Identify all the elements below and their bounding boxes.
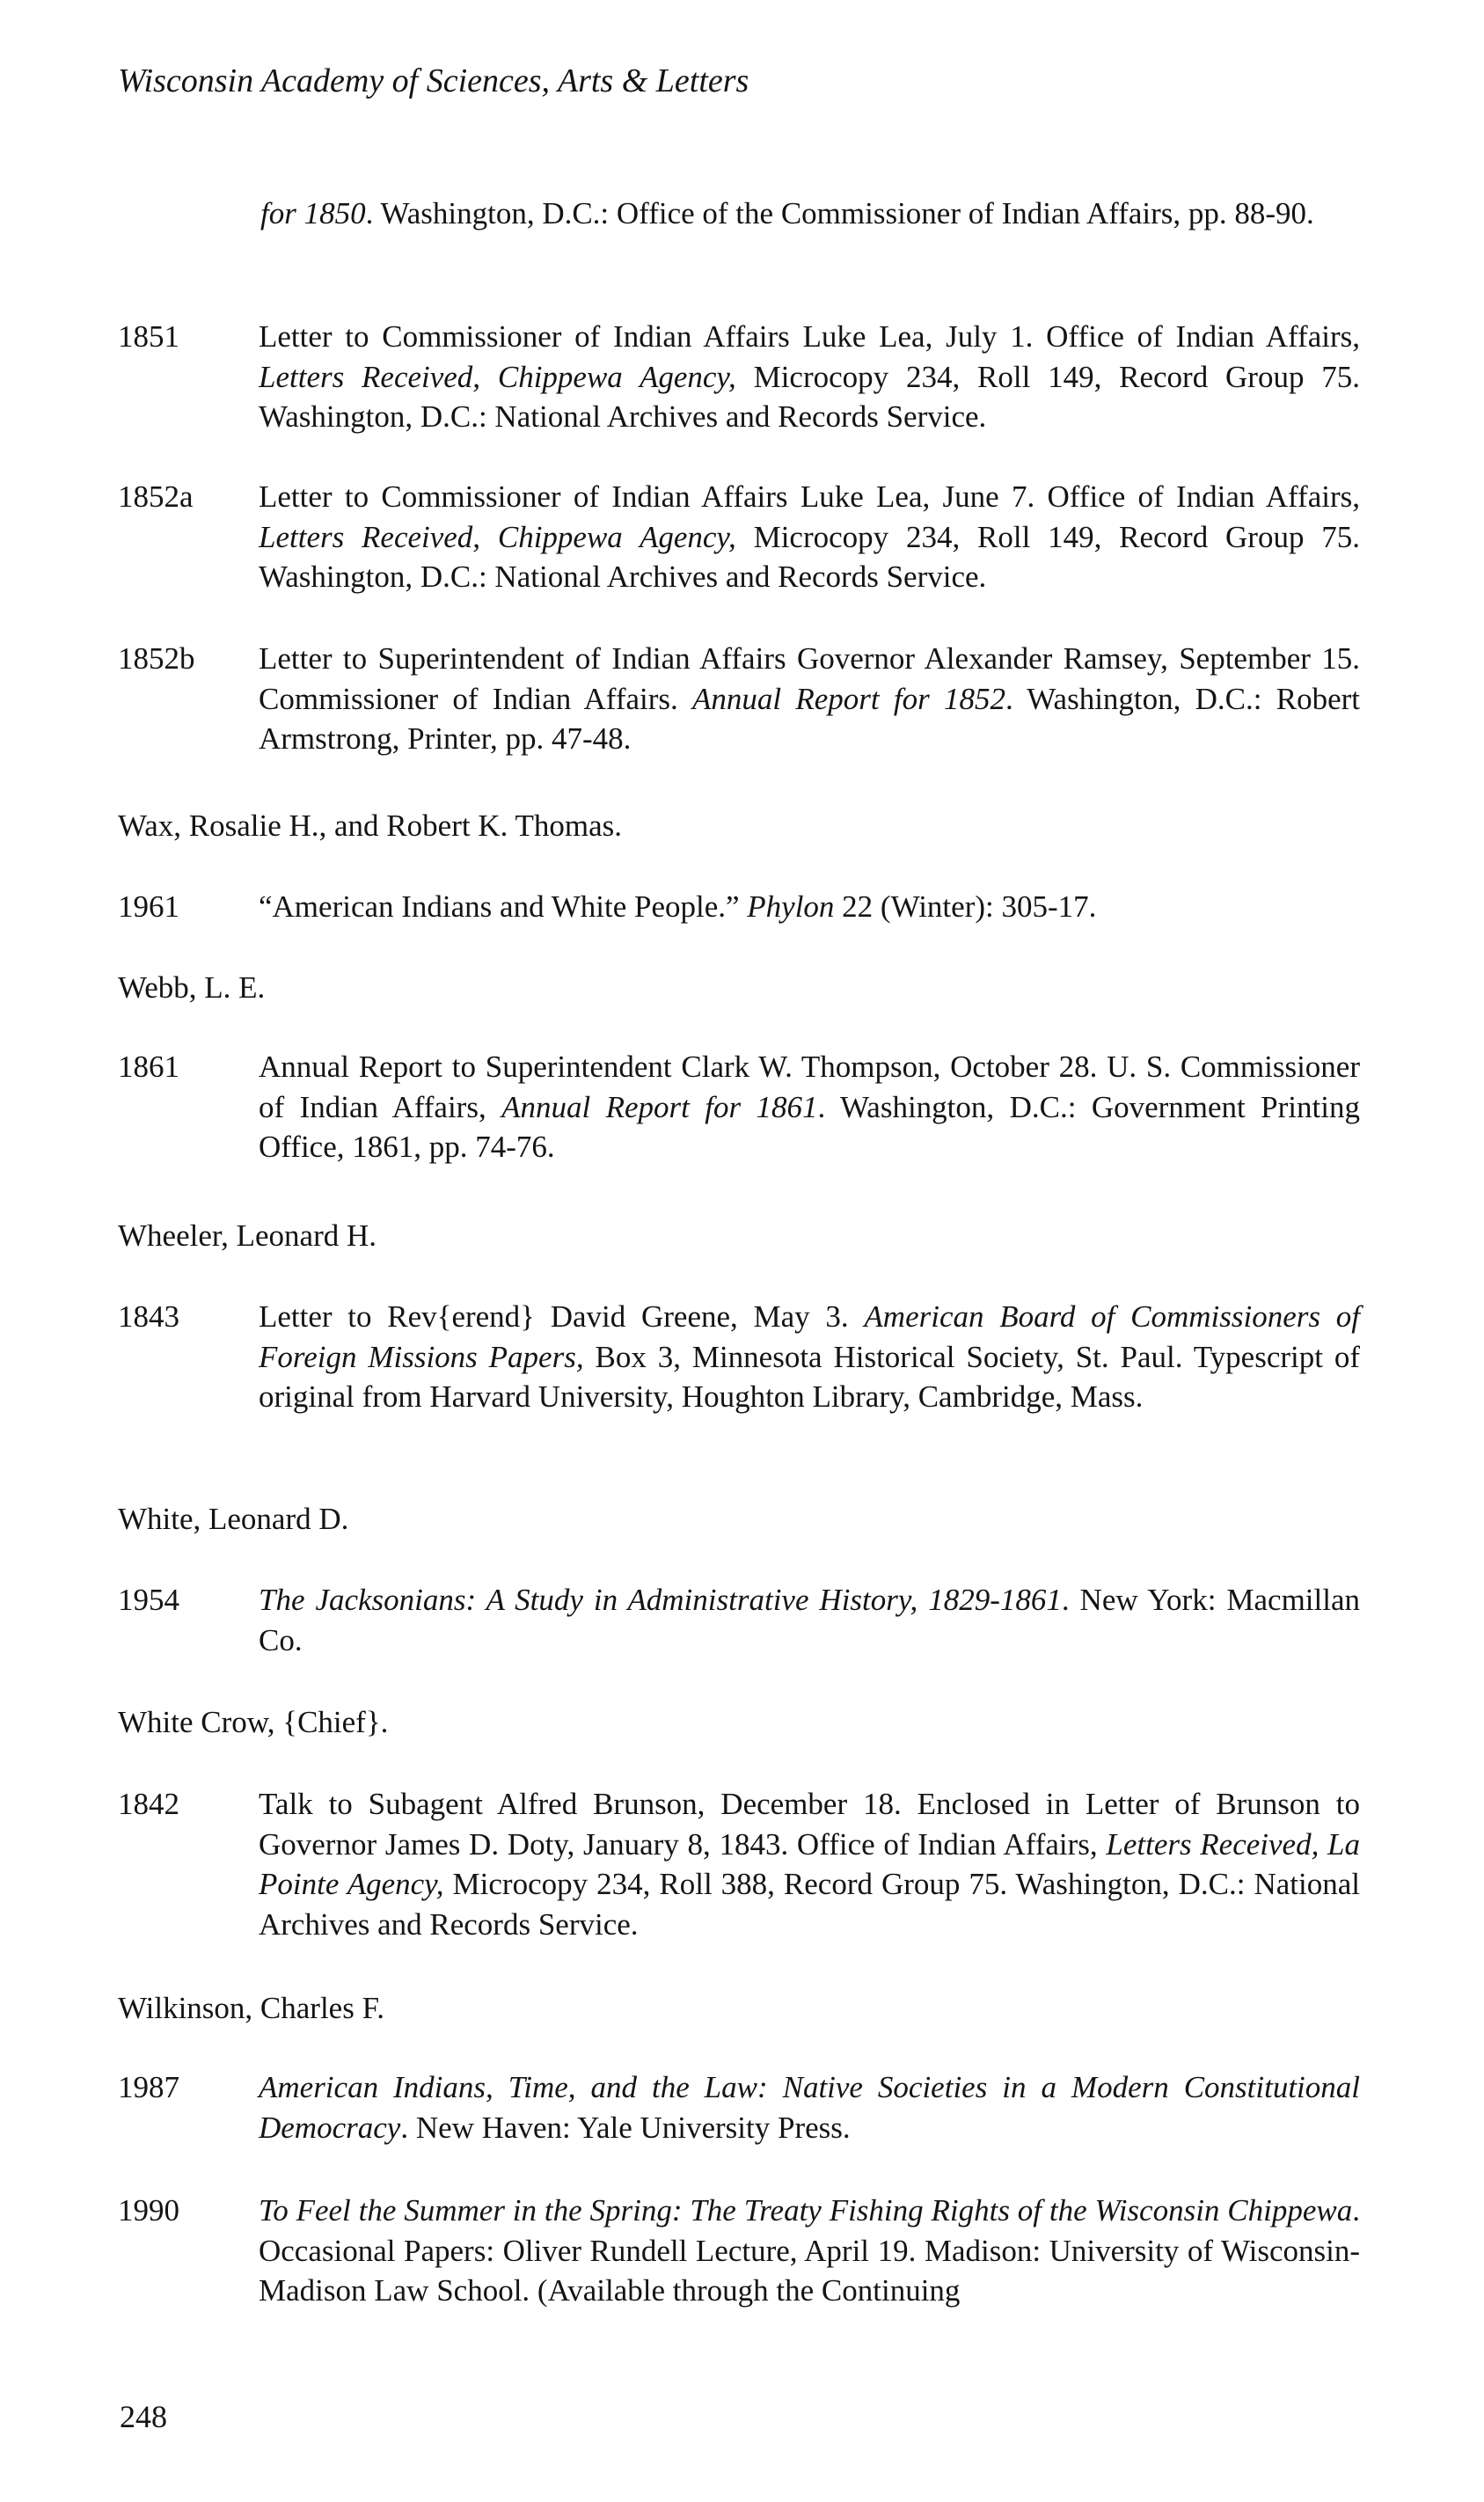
reference-year: 1961 bbox=[118, 889, 179, 924]
text-segment: 22 (Winter): 305-17. bbox=[834, 889, 1097, 924]
running-head: Wisconsin Academy of Sciences, Arts & Letters bbox=[118, 62, 749, 99]
author-heading-wax: Wax, Rosalie H., and Robert K. Thomas. bbox=[118, 808, 622, 843]
reference-entry-1852a bbox=[118, 477, 1360, 597]
text-segment: . New Haven: Yale University Press. bbox=[400, 2110, 851, 2145]
reference-text bbox=[259, 639, 1360, 759]
text-segment: Letter to Rev{erend} David Greene, May 3. bbox=[259, 1299, 865, 1334]
text-segment: Annual Report to Superintendent Clark W. Thompson, October 28. U. S. Commissioner of Indian Affairs, bbox=[259, 1050, 1360, 1124]
reference-year: 1852b bbox=[118, 641, 195, 676]
text-segment: Microcopy 234, Roll 149, Record Group 75. Washington, D.C.: National Archives and Records Service. bbox=[259, 519, 1360, 594]
page-number: 248 bbox=[120, 2399, 167, 2434]
reference-entry-1990 bbox=[118, 2191, 1360, 2311]
italic-title-segment: The Jacksonians: A Study in Administrative History, 1829-1861 bbox=[259, 1583, 1062, 1617]
reference-entry-1987 bbox=[118, 2067, 1360, 2147]
text-segment: . Washington, D.C.: Office of the Commissioner of Indian Affairs, pp. 88-90. bbox=[365, 196, 1314, 230]
reference-year: 1861 bbox=[118, 1050, 179, 1084]
reference-text bbox=[259, 1580, 1360, 1660]
author-heading-wheeler: Wheeler, Leonard H. bbox=[118, 1218, 376, 1253]
reference-year: 1987 bbox=[118, 2070, 179, 2104]
text-segment: Microcopy 234, Roll 388, Record Group 75. Washington, D.C.: National Archives and Records Service. bbox=[259, 1867, 1360, 1942]
italic-title-segment: Phylon bbox=[747, 889, 835, 924]
italic-title-segment: To Feel the Summer in the Spring: The Treaty Fishing Rights of the Wisconsin Chippewa bbox=[259, 2193, 1353, 2228]
text-segment: . Washington, D.C.: Robert Armstrong, Printer, pp. 47-48. bbox=[259, 681, 1360, 756]
reference-text bbox=[259, 1784, 1360, 1944]
text-segment: Box 3, Minnesota Historical Society, St. Paul. Typescript of original from Harvard University, Houghton Library, Cambridge, Mass. bbox=[259, 1339, 1360, 1414]
italic-title-segment: Letters Received, Chippewa Agency, bbox=[259, 519, 736, 554]
author-heading-wilkinson: Wilkinson, Charles F. bbox=[118, 1991, 385, 2025]
reference-text bbox=[259, 2067, 1360, 2147]
reference-text bbox=[259, 477, 1360, 597]
reference-entry-1852b bbox=[118, 639, 1360, 759]
reference-year: 1843 bbox=[118, 1299, 179, 1334]
reference-entry-1861 bbox=[118, 1047, 1360, 1167]
author-heading-white: White, Leonard D. bbox=[118, 1502, 349, 1536]
text-segment: Letter to Commissioner of Indian Affairs Luke Lea, July 1. Office of Indian Affairs, bbox=[259, 319, 1360, 354]
reference-year: 1851 bbox=[118, 319, 179, 354]
reference-entry-1843 bbox=[118, 1297, 1360, 1417]
reference-text bbox=[260, 194, 1360, 234]
author-heading-webb: Webb, L. E. bbox=[118, 970, 266, 1005]
text-segment: Letter to Commissioner of Indian Affairs Luke Lea, June 7. Office of Indian Affairs, bbox=[259, 479, 1360, 514]
reference-entry-1961 bbox=[118, 887, 1360, 927]
italic-title-segment: Annual Report for 1852 bbox=[692, 681, 1005, 716]
reference-text bbox=[259, 317, 1360, 437]
italic-title-segment: American Board of Commissioners of Foreign Missions Papers, bbox=[259, 1299, 1360, 1374]
text-segment: . New York: Macmillan Co. bbox=[259, 1583, 1360, 1657]
reference-year: 1842 bbox=[118, 1787, 179, 1821]
reference-year: 1954 bbox=[118, 1583, 179, 1617]
italic-title-segment: Annual Report for 1861 bbox=[501, 1089, 818, 1124]
text-segment: . Washington, D.C.: Government Printing Office, 1861, pp. 74-76. bbox=[259, 1089, 1360, 1164]
reference-text bbox=[259, 887, 1360, 927]
reference-entry-1842 bbox=[118, 1784, 1360, 1944]
reference-text bbox=[259, 2191, 1360, 2311]
text-segment: “American Indians and White People.” bbox=[259, 889, 748, 924]
reference-year: 1852a bbox=[118, 479, 194, 514]
text-segment: . Occasional Papers: Oliver Rundell Lecture, April 19. Madison: University of Wisconsin-Madison Law School. (Available through the Continuing bbox=[259, 2193, 1360, 2308]
italic-title-segment: Letters Received, Chippewa Agency, bbox=[259, 359, 736, 394]
text-segment: Letter to Superintendent of Indian Affairs Governor Alexander Ramsey, September 15. Commissioner of Indian Affairs. bbox=[259, 641, 1360, 716]
italic-title-segment: American Indians, Time, and the Law: Native Societies in a Modern Constitutional Democracy bbox=[259, 2070, 1360, 2145]
text-segment: Talk to Subagent Alfred Brunson, December 18. Enclosed in Letter of Brunson to Governor James D. Doty, January 8, 1843. Office of Indian Affairs, bbox=[259, 1787, 1360, 1862]
reference-text bbox=[259, 1047, 1360, 1167]
text-segment: Microcopy 234, Roll 149, Record Group 75. Washington, D.C.: National Archives and Records Service. bbox=[259, 359, 1360, 434]
reference-continuation bbox=[118, 194, 1360, 234]
reference-entry-1851 bbox=[118, 317, 1360, 437]
reference-text bbox=[259, 1297, 1360, 1417]
reference-entry-1954 bbox=[118, 1580, 1360, 1660]
italic-title-segment: for 1850 bbox=[260, 196, 366, 230]
italic-title-segment: Letters Received, La Pointe Agency, bbox=[259, 1826, 1360, 1901]
author-heading-white-crow: White Crow, {Chief}. bbox=[118, 1705, 389, 1739]
reference-year: 1990 bbox=[118, 2193, 179, 2228]
